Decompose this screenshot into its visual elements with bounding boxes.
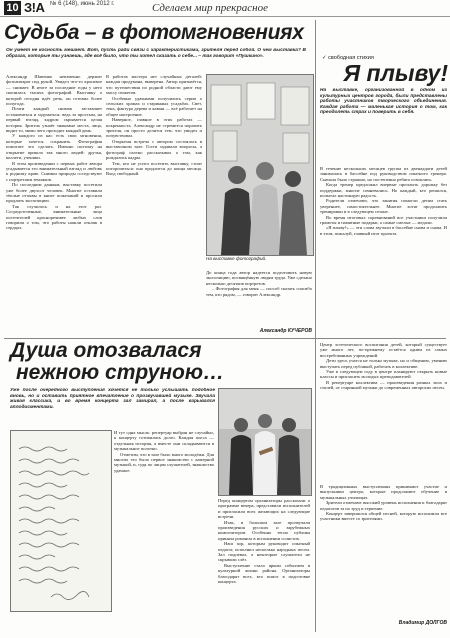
paragraph: «Я плыву!» — эти слова звучали в бассейне снова и снова. И в этом, пожалуй, главный итог проекта. [320,225,447,236]
musicians-photo [218,388,312,496]
article2-lead: Уже после очередного выступления хочется не только услышать подобное вновь, но и оставить приятное впечатление о прозвучавшей музыке. Звучала живая классика, и во время концерта зал замирал, а после взрывался аплодисментами. [10,388,215,410]
paragraph: У каждого из нас есть свои мгновения, которые хочется сохранить. Фотография помогает это сделать. Именно поэтому на открытие пришло так много людей: друзья, коллеги, ученики. [6,133,102,161]
sidebar-rubric: ✓ свободная стихия [322,55,374,61]
paragraph: Почти каждый снимок заставляет остановиться и задуматься: ведь за простым, на первый взгляд, кадром скрывается целая история. Зритель узнаёт знакомые места, лица, видит то, мимо чего проходит каждый день. [6,106,102,134]
paragraph: – Фотография для меня — способ сказать спасибо тем, кто рядом, — говорит Александр. [206,286,312,297]
sidebar-lead: На выставке, организованной в одном из культурных центров города, были представлены работы участников творческого объединения. Каждая работа — маленькая история о том, как преодолеть страх и поверить в себя. [320,88,447,116]
paragraph: Дети здесь учатся не только музыке, но и общению, умению выступать перед публикой, работать в коллективе. [320,358,447,369]
paragraph: Когда тренер предложил впервые проплыть дорожку без поддержки, многие сомневались. Но каждый, кто решился, испытал настоящую радость. [320,182,447,199]
page-header [0,0,450,17]
paragraph: В этом произведении с первых работ автора угадывается его внимательный взгляд и любовь к родному краю. Снимки природы соседствуют с портретами земляков. [6,160,102,182]
paragraph: Открытая встреча с автором состоялась в выставочном зале. Гости задавали вопросы, а фотограф охотно рассказывал о том, как рождались кадры. [106,138,202,161]
paragraph: В течение нескольких месяцев группа из двенадцати детей занималась в бассейне под руководством опытного тренера. Сначала было страшно, но постепенно ребята освоились. [320,166,447,182]
article1-title: Судьба – в фотомгновениях [4,21,304,44]
article1-lead: Он умеет не косность мешает. Вот, пусть ради связи с характеристиками, зрителя перед собой. О чем выставка? В образах, которые ты узнаешь, где всё было, что ты хотел сказать о себе... – так говорит «Пушкино». [6,48,306,59]
paragraph: Александр Шапенко неизменно держит фотоаппарат под рукой. Увидел что-то красивое — снимает. В итоге за последние годы у него скопилась тысяча фотографий. Выставку о которой сегодня идёт речь, он готовил более полугода. [6,74,102,107]
paragraph: Концерт завершился общей песней, которую исполнили все участники вместе со зрителями. [320,511,447,522]
article2-author: Владимир ДОЛГОВ [398,620,447,626]
paragraph: В работах мастера нет случайных деталей: каждая продумана, выверена. Автор признаётся, что путешествия по родной области дают ему массу сюжетов. [106,74,202,96]
article1-author: Александр КУЧЕРОВ [259,328,312,334]
photo-caption: На выставке фотографий. [206,256,267,261]
paragraph: Перед концертом организаторы рассказали о программе вечера, представили исполнителей и пригласили всех желающих на следующие встречи. [218,498,310,520]
article2-lead-box [10,388,215,426]
page-number: 10 [4,1,21,15]
paragraph: По последним данным, выставку посетили уже более двухсот человек. Многие оставили тёплые отзывы в книге пожеланий и просили продлить экспозицию. [6,182,102,204]
article2-title [10,340,310,384]
paragraph: До конца года автор надеется подготовить новую экспозицию, посвящённую людям труда. Уже сделано несколько десятков портретов. [206,270,312,286]
issue-info: № 6 (148), июнь 2012 г. [50,1,115,7]
paragraph: Центр эстетического воспитания детей, который существует уже много лет, по-прежнему остаётся одним из самых востребованных учреждений. [320,342,447,358]
article2-title-line1: Душа отозвалася [10,339,202,362]
handwritten-letter-photo [10,430,112,612]
photo-caption-box [206,256,312,268]
section-rubric: Сделаем мир прекрасное [152,2,268,14]
article2-title-line2: нежною струною… [16,361,225,384]
paragraph: Уже в следующем году в центре планируют открыть новые классы и пригласить молодых преподавателей. [320,369,447,380]
article1-column-3 [206,270,312,328]
article1-column-1 [6,74,102,336]
sidebar-lead-box [320,88,447,164]
paragraph: В традиционных выступлениях принимают участие и выпускники центра, которые продолжают обучение в музыкальных училищах. [320,484,447,500]
sidebar-title: Я плыву! [343,60,448,86]
article1-column-2 [106,74,202,336]
paragraph: В репертуаре коллектива — произведения разных эпох и стилей, от старинной музыки до современных авторских песен. [320,379,447,391]
paragraph: Отметим, что в зале было много молодёжи. Для многих это было первое знакомство с камерной музыкой, и, судя по лицам слушателей, знакомство удачное. [114,451,214,473]
paragraph: Так случилось и на этот раз. Сосредоточенные, внимательные лица посетителей красноречивее любых слов говорили о том, что работы нашли отклик в сердцах. [6,203,102,231]
paragraph: Родители отмечают, что занятия помогли детям стать увереннее, самостоятельнее. Многие хотят продолжить тренировки и в следующем сезоне. [320,198,447,215]
sidebar-body [320,166,447,336]
exhibition-photo [206,74,314,256]
column-divider [315,20,316,632]
musicians-image [219,389,311,495]
paragraph: Наверное, главное в этих работах — искренность. Александр не стремится поразить зрителя, он просто делится тем, что увидел и почувствовал. [106,117,202,139]
exhibition-photo-image [207,75,313,255]
paragraph: Выступление стало ярким событием в культурной жизни района. Организаторы благодарят всех, кто помог в подготовке концерта. [218,562,310,585]
article1-lead-box [6,48,306,72]
newspaper-logo: З!А [24,0,45,15]
paragraph: Тем, кто не успел посетить выставку, стоит поторопиться: она продлится до конца месяца. Вход свободный. [106,160,202,177]
article2-column-4 [320,484,447,608]
paragraph: Зрители отмечают высокий уровень исполнения и благодарят педагогов за их труд и терпение. [320,500,447,511]
paragraph: И тут одна мысль: репертуар выбран не случайно, к концерту готовились долго. Каждая пьеса — отдельная история, а вместе они складываются в музыкальное полотно. [114,430,214,452]
paragraph: Наш хор, которым руководит опытный педагог, исполнил несколько народных песен. Зал подпевал, а некоторые слушатели не скрывали слёз. [218,541,310,563]
article2-column-3 [320,342,447,482]
article2-column-1 [114,430,214,612]
paragraph: Особенно удачными получились серии о сельских храмах и старинных усадьбах. Свет, тень, фактура дерева и камня — всё работает на общее настроение. [106,95,202,117]
paragraph: Во время итоговых соревнований все участники получили грамоты и памятные подарки, а самые смелые — медали. [320,214,447,226]
handwritten-letter-image [11,431,111,611]
article2-column-2 [218,498,310,610]
paragraph: Итак, в большом зале прозвучали произведения русских и зарубежных композиторов. Особенно тепло публика приняла романсы в исполнении солистов. [218,519,310,541]
